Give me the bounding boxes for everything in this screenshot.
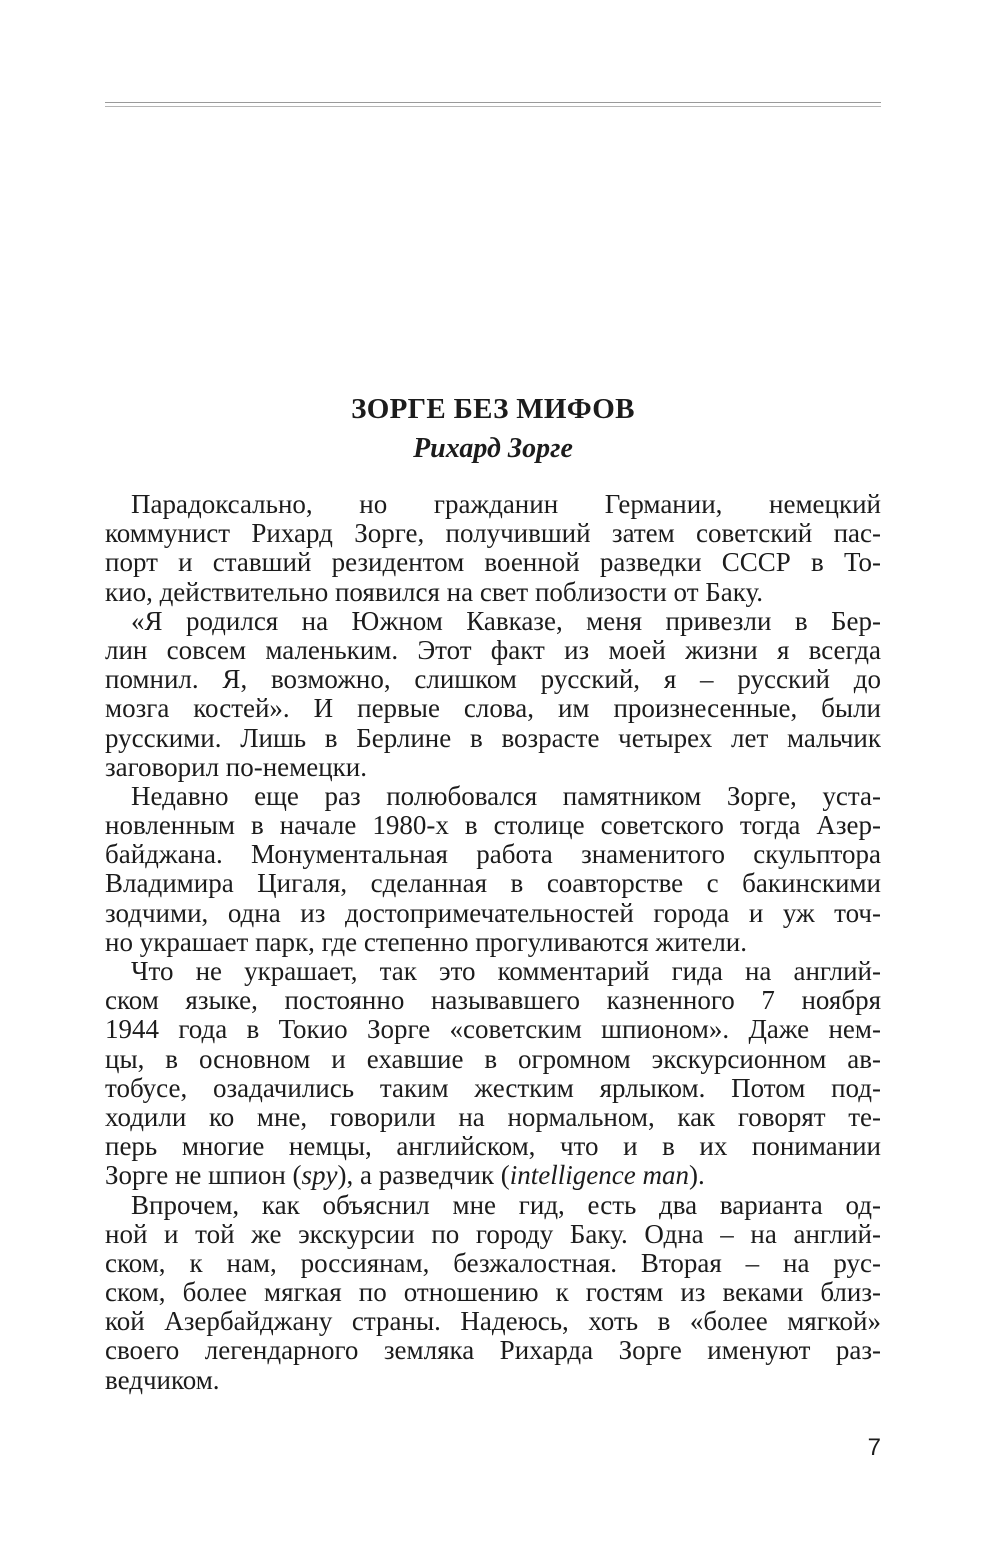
text-line: Недавно еще раз полюбовался памятником Зорге, уста-	[131, 781, 881, 811]
text-line: «Я родился на Южном Кавказе, меня привезли в Бер-	[131, 606, 881, 636]
text-line: ском, к нам, россиянам, безжалостная. Вторая – на рус-	[105, 1248, 881, 1278]
paragraph-2	[105, 607, 881, 782]
body-text	[105, 490, 881, 1395]
text-line: новленным в начале 1980-х в столице советского тогда Азер-	[105, 811, 881, 841]
paragraph-4	[105, 957, 881, 1191]
text-line: ходили ко мне, говорили на нормальном, как говорят те-	[105, 1102, 881, 1132]
text-line-mixed	[105, 1161, 881, 1190]
text-line: 1944 года в Токио Зорге «советским шпионом». Даже нем-	[105, 1015, 881, 1045]
text-fragment: ), а разведчик (	[337, 1161, 510, 1191]
text-line: ной и той же экскурсии по городу Баку. Одна – на англий-	[105, 1219, 881, 1249]
header-rule-top	[105, 102, 881, 103]
text-line: байджана. Монументальная работа знаменитого скульптора	[105, 840, 881, 870]
text-line: своего легендарного земляка Рихарда Зорге именуют раз-	[105, 1336, 881, 1366]
italic-term-intelligence-man: intelligence man	[509, 1161, 689, 1191]
text-line: помнил. Я, возможно, слишком русский, я – русский до	[105, 665, 881, 695]
text-line: русскими. Лишь в Берлине в возрасте четырех лет мальчик	[105, 723, 881, 753]
text-line: заговорил по-немецки.	[105, 752, 367, 782]
text-line: порт и ставший резидентом военной разведки СССР в То-	[105, 548, 881, 578]
text-line: мозга костей». И первые слова, им произнесенные, были	[105, 694, 881, 724]
text-line: кио, действительно появился на свет поблизости от Баку.	[105, 577, 764, 607]
text-line: зодчими, одна из достопримечательностей города и уж точ-	[105, 898, 881, 928]
text-line: Впрочем, как объяснил мне гид, есть два варианта од-	[131, 1190, 881, 1220]
text-line: тобусе, озадачились таким жестким ярлыком. Потом под-	[105, 1073, 881, 1103]
text-fragment: ).	[688, 1161, 705, 1191]
text-line: ском языке, постоянно называвшего казненного 7 ноября	[105, 986, 881, 1016]
text-line: но украшает парк, где степенно прогуливаются жители.	[105, 927, 748, 957]
text-line: ведчиком.	[105, 1365, 220, 1395]
text-fragment: Зорге не шпион (	[105, 1161, 302, 1191]
text-line: коммунист Рихард Зорге, получивший затем советский пас-	[105, 519, 881, 549]
text-line: Что не украшает, так это комментарий гида на англий-	[131, 957, 881, 986]
chapter-title: ЗОРГЕ БЕЗ МИФОВ	[351, 393, 635, 425]
paragraph-5	[105, 1191, 881, 1395]
paragraph-3	[105, 782, 881, 957]
text-line: ском, более мягкая по отношению к гостям из веками близ-	[105, 1278, 881, 1308]
italic-term-spy: spy	[301, 1161, 338, 1191]
text-line: Владимира Цигаля, сделанная в соавторстве с бакинскими	[105, 869, 881, 899]
text-line: Парадоксально, но гражданин Германии, немецкий	[131, 490, 881, 519]
text-line: перь многие немцы, английском, что и в их понимании	[105, 1132, 881, 1162]
paragraph-1	[105, 490, 881, 607]
chapter-subtitle: Рихард Зорге	[413, 433, 573, 464]
text-line: кой Азербайджану страны. Надеюсь, хоть в «более мягкой»	[105, 1307, 881, 1337]
text-line: цы, в основном и ехавшие в огромном экскурсионном ав-	[105, 1044, 881, 1074]
header-rule-bottom	[105, 106, 881, 107]
text-line: лин совсем маленьким. Этот факт из моей жизни я всегда	[105, 635, 881, 665]
page-number: 7	[867, 1434, 881, 1461]
